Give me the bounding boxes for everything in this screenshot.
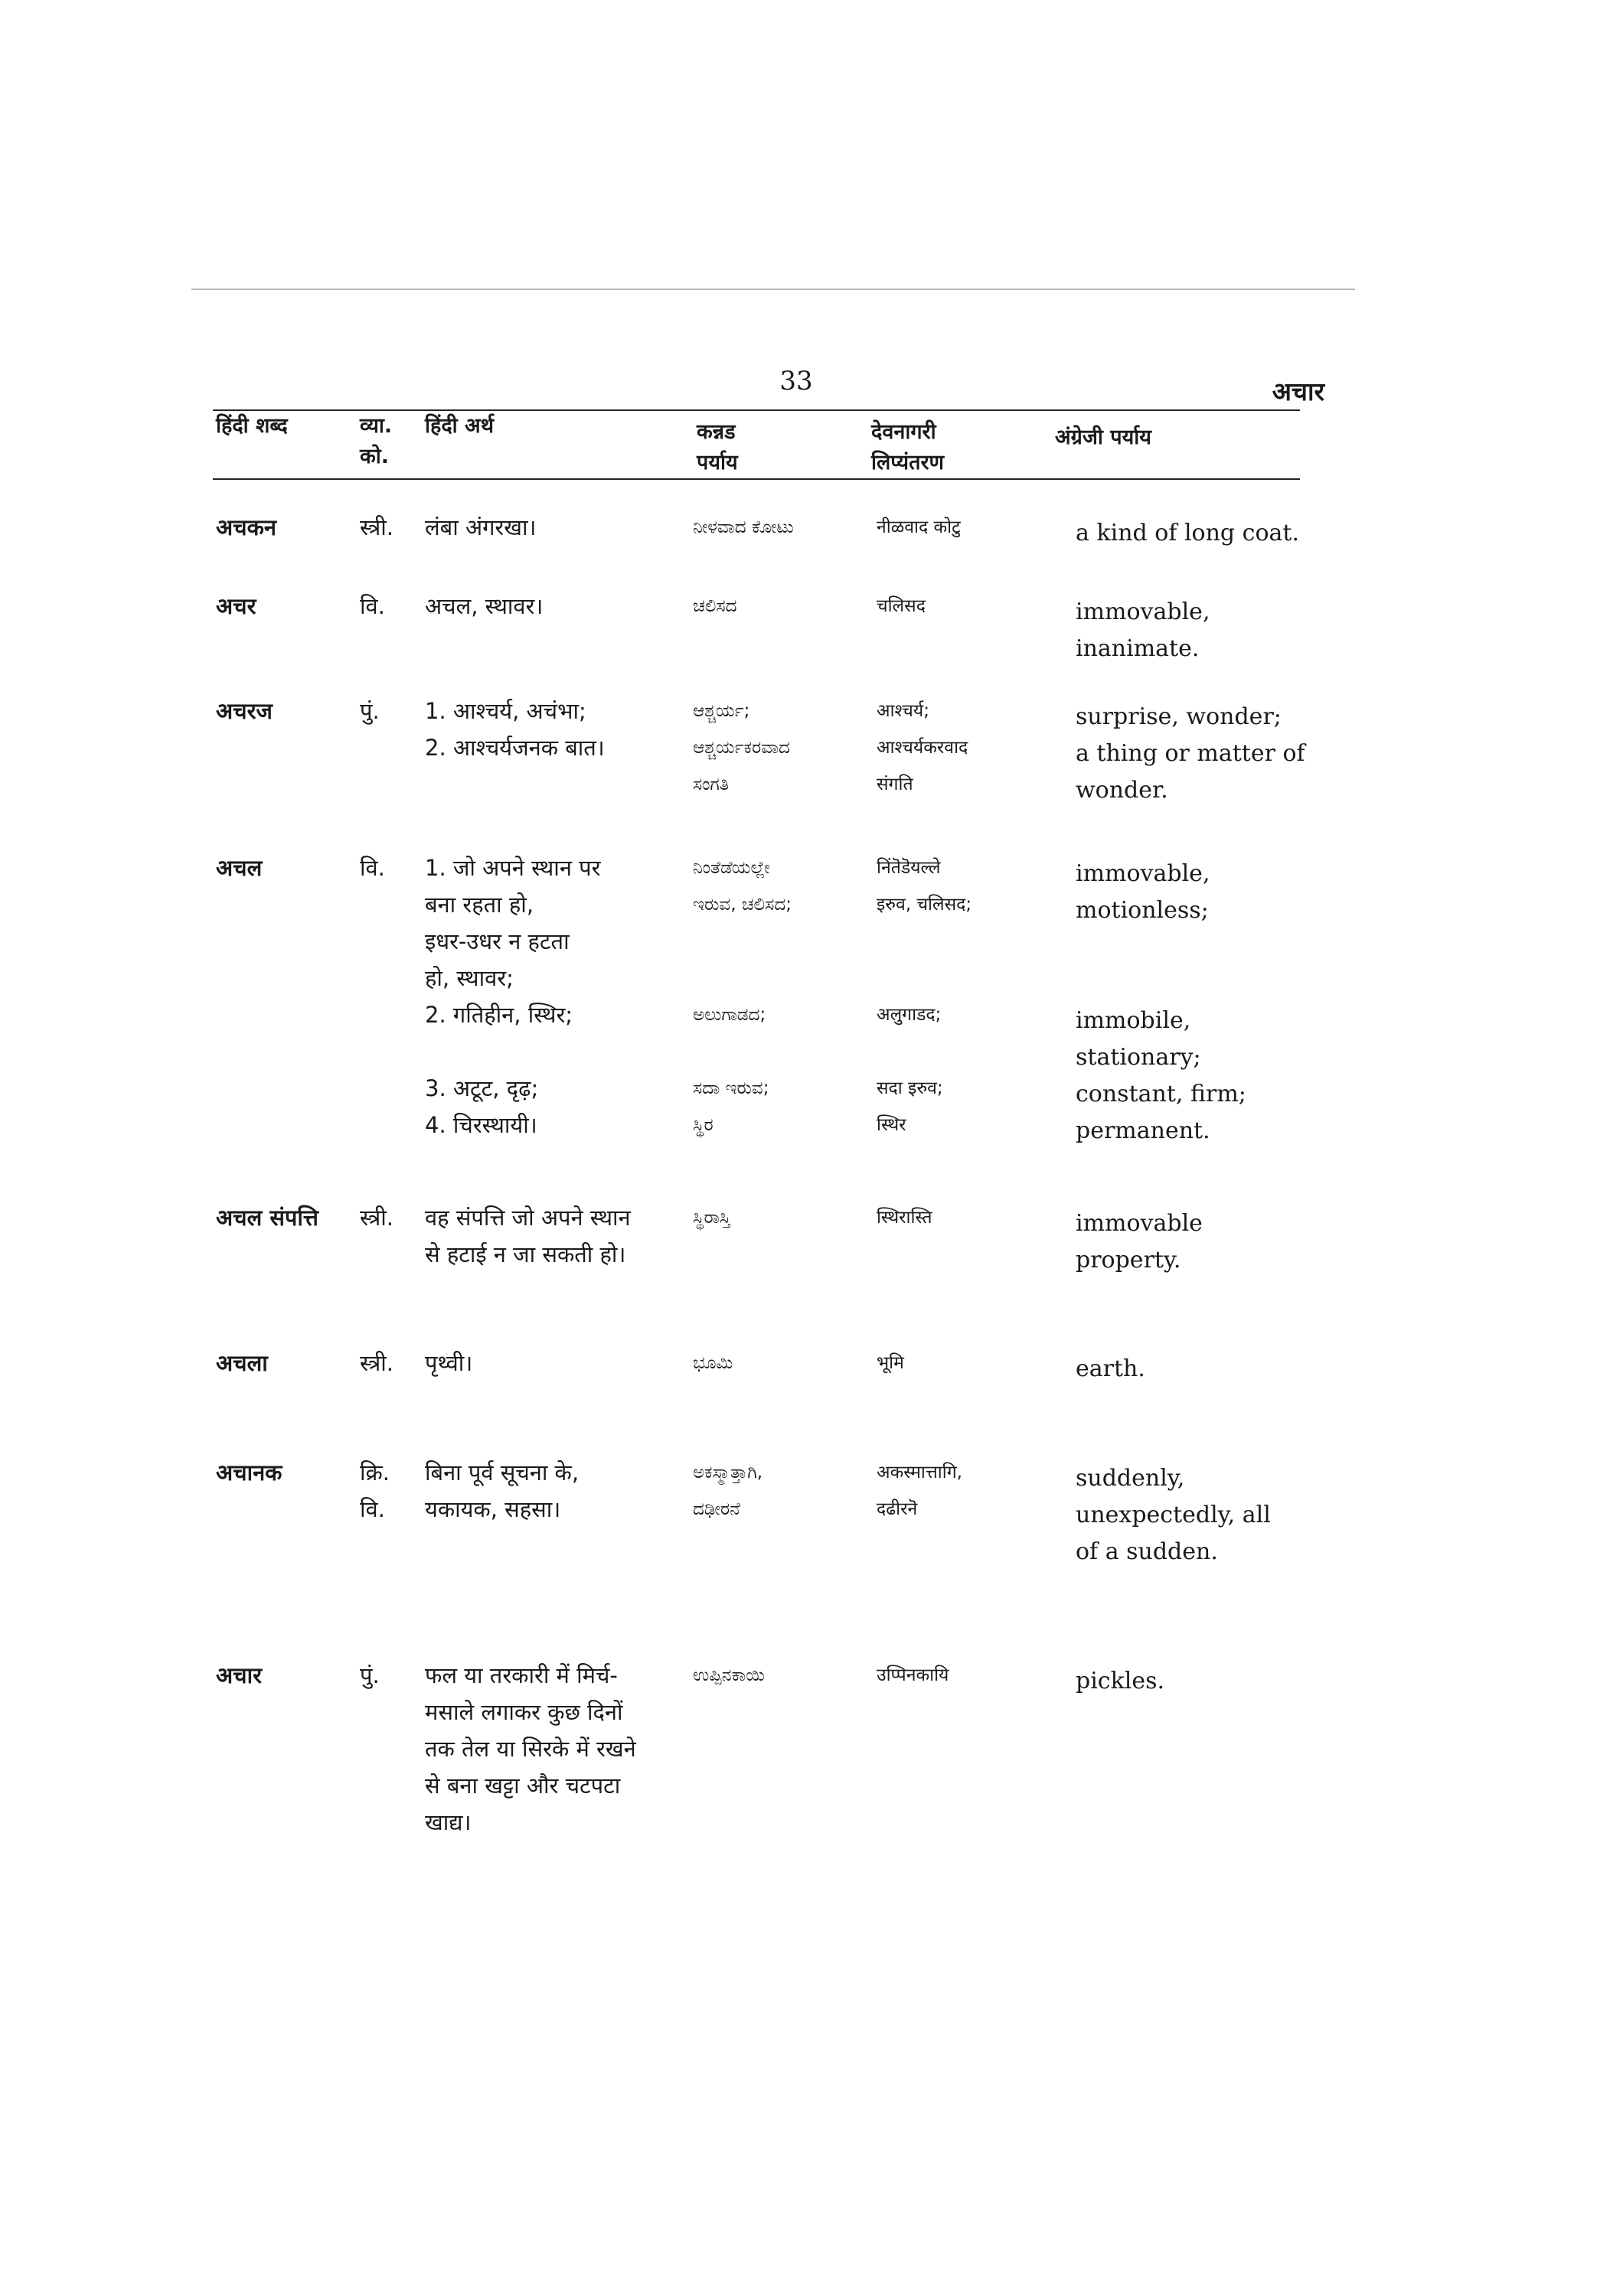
entry-devanagari-transliteration xyxy=(877,693,1049,803)
entry-kannada-equivalent-line: ಆಶ್ಚರ್ಯಕರವಾದ xyxy=(693,738,790,758)
entry-devanagari-transliteration xyxy=(877,1657,1049,1694)
entry-hindi-meaning-line: खाद्य। xyxy=(425,1809,472,1835)
entry-english-equivalent-line: constant, firm; xyxy=(1076,1081,1246,1107)
entry-grammar-line: वि. xyxy=(360,1496,385,1522)
entry-hindi-meaning xyxy=(425,693,685,766)
entry-hindi-meaning-line: बना रहता हो, xyxy=(425,892,534,918)
entry-hindi-meaning xyxy=(425,1345,685,1381)
entry-devanagari-transliteration xyxy=(877,588,1049,625)
entry-hindi-meaning-line: बिना पूर्व सूचना के, xyxy=(425,1459,580,1486)
column-header-hindi-meaning: हिंदी अर्थ xyxy=(425,414,494,438)
entry-english-equivalent-line: surprise, wonder; xyxy=(1076,703,1282,730)
entry-word: अचरज xyxy=(216,698,273,724)
entry-devanagari-transliteration-line: आश्चर्यकरवाद xyxy=(877,738,968,758)
entry-kannada-equivalent xyxy=(693,1345,869,1381)
header-bottom-rule xyxy=(213,478,1300,480)
entry-hindi-meaning xyxy=(425,1199,685,1273)
entry-english-equivalent-line: a thing or matter of xyxy=(1076,740,1305,767)
entry-grammar-line: स्त्री. xyxy=(360,514,394,540)
entry-grammar xyxy=(360,693,413,729)
entry-hindi-meaning-line xyxy=(425,1033,685,1070)
entry-english-equivalent-line: pickles. xyxy=(1076,1668,1165,1694)
entry-english-equivalent-line: permanent. xyxy=(1076,1117,1210,1144)
entry-hindi-meaning-line: मसाले लगाकर कुछ दिनों xyxy=(425,1699,623,1725)
entry-hindi-meaning-line: अचल, स्थावर। xyxy=(425,593,544,619)
entry-word: अचला xyxy=(216,1350,268,1376)
entry-hindi-meaning-line: पृथ्वी। xyxy=(425,1350,473,1376)
entry-english-equivalent xyxy=(1076,1460,1336,1570)
entry-english-equivalent-line: a kind of long coat. xyxy=(1076,520,1300,546)
entry-kannada-equivalent-line: ಅಲುಗಾಡದ; xyxy=(693,1005,766,1025)
entry-grammar-line: पुं. xyxy=(360,698,380,724)
entry-devanagari-transliteration-line: सदा इरुव; xyxy=(877,1078,943,1098)
entry-hindi-meaning xyxy=(425,850,685,1143)
entry-hindi-meaning-line: यकायक, सहसा। xyxy=(425,1496,561,1522)
entry-devanagari-transliteration xyxy=(877,1454,1049,1528)
entry-kannada-equivalent-line xyxy=(693,960,869,996)
entry-hindi-meaning-line: 3. अटूट, दृढ़; xyxy=(425,1075,539,1101)
entry-hindi-meaning-line: इधर-उधर न हटता xyxy=(425,928,570,954)
entry-kannada-equivalent-line: ಸಂಗತಿ xyxy=(693,775,730,794)
entry-grammar xyxy=(360,1199,413,1236)
entry-kannada-equivalent xyxy=(693,509,869,546)
entry-kannada-equivalent xyxy=(693,1454,869,1528)
entry-devanagari-transliteration-line: नीळवाद कोटु xyxy=(877,517,961,537)
entry-kannada-equivalent-line xyxy=(693,923,869,960)
column-header-english: अंग्रेजी पर्याय xyxy=(1055,426,1151,449)
entry-english-equivalent xyxy=(1076,515,1336,552)
entry-kannada-equivalent-line: ಇರುವ, ಚಲಿಸದ; xyxy=(693,895,792,915)
entry-word: अचकन xyxy=(216,514,276,540)
entry-english-equivalent-line: inanimate. xyxy=(1076,635,1200,662)
column-header-devanagari: देवनागरी लिप्यंतरण xyxy=(871,420,945,475)
entry-english-equivalent-line: unexpectedly, all xyxy=(1076,1502,1271,1528)
page-number: 33 xyxy=(779,366,813,396)
entry-english-equivalent-line: immovable xyxy=(1076,1210,1203,1237)
entry-devanagari-transliteration-line: उप्पिनकायि xyxy=(877,1665,949,1685)
entry-hindi-meaning-line: 2. आश्चर्यजनक बात। xyxy=(425,735,605,761)
entry-kannada-equivalent-line: ದಢೀರನೆ xyxy=(693,1499,740,1519)
entry-grammar xyxy=(360,850,413,886)
running-head-word: अचार xyxy=(1272,377,1324,406)
entry-english-equivalent-line: earth. xyxy=(1076,1355,1145,1382)
entry-devanagari-transliteration-line xyxy=(877,923,1049,960)
entry-devanagari-transliteration-line: स्थिर xyxy=(877,1115,906,1135)
entry-hindi-meaning-line: 1. आश्चर्य, अचंभा; xyxy=(425,698,586,724)
entry-devanagari-transliteration xyxy=(877,1345,1049,1381)
entry-kannada-equivalent-line: ಸದಾ ಇರುವ; xyxy=(693,1078,769,1098)
entry-word: अचल संपत्ति xyxy=(216,1205,318,1231)
entry-hindi-meaning-line: 2. गतिहीन, स्थिर; xyxy=(425,1002,573,1028)
entry-english-equivalent xyxy=(1076,1351,1336,1388)
entry-kannada-equivalent-line: ಉಪ್ಪಿನಕಾಯಿ xyxy=(693,1665,765,1685)
entry-grammar-line: स्त्री. xyxy=(360,1205,394,1231)
entry-grammar-line: स्त्री. xyxy=(360,1350,394,1376)
entry-hindi-meaning xyxy=(425,509,685,546)
entry-kannada-equivalent xyxy=(693,850,869,1143)
entry-english-equivalent xyxy=(1076,699,1336,809)
entry-hindi-meaning xyxy=(425,1454,685,1528)
entry-kannada-equivalent-line: ಆಶ್ಚರ್ಯ; xyxy=(693,701,750,721)
entry-devanagari-transliteration-line: संगति xyxy=(877,775,913,794)
entry-english-equivalent-line: immovable, xyxy=(1076,598,1210,625)
column-header-grammar: व्या. को. xyxy=(360,414,393,468)
entry-hindi-meaning-line: से बना खट्टा और चटपटा xyxy=(425,1773,621,1799)
entry-grammar xyxy=(360,1454,413,1528)
entry-english-equivalent-line: immovable, xyxy=(1076,860,1210,887)
entry-kannada-equivalent-line: ಅಕಸ್ಮಾತ್ತಾಗಿ, xyxy=(693,1463,763,1482)
entry-english-equivalent-line: wonder. xyxy=(1076,777,1168,804)
entry-hindi-meaning-line: लंबा अंगरखा। xyxy=(425,514,537,540)
entry-word: अचार xyxy=(216,1662,262,1688)
entry-word: अचानक xyxy=(216,1459,282,1486)
entry-english-equivalent xyxy=(1076,594,1336,667)
entry-kannada-equivalent-line: ನಿಂತೆಡೆಯಲ್ಲೇ xyxy=(693,858,770,878)
entry-hindi-meaning-line: 1. जो अपने स्थान पर xyxy=(425,855,601,881)
entry-devanagari-transliteration-line: निंतॆडॆयल्ले xyxy=(877,858,941,878)
entry-kannada-equivalent-line: ಸ್ಥಿರ xyxy=(693,1115,714,1135)
entry-kannada-equivalent xyxy=(693,693,869,803)
entry-kannada-equivalent xyxy=(693,1657,869,1694)
entry-grammar-line: वि. xyxy=(360,855,385,881)
entry-english-equivalent-line xyxy=(1076,966,1336,1003)
entry-devanagari-transliteration xyxy=(877,1199,1049,1236)
entry-devanagari-transliteration-line: आश्चर्य; xyxy=(877,701,929,721)
entry-devanagari-transliteration xyxy=(877,850,1049,1143)
entry-word: अचर xyxy=(216,593,256,619)
entry-devanagari-transliteration-line xyxy=(877,1033,1049,1070)
entry-kannada-equivalent xyxy=(693,588,869,625)
top-rule xyxy=(191,289,1355,290)
entry-hindi-meaning-line: वह संपत्ति जो अपने स्थान xyxy=(425,1205,631,1231)
entry-english-equivalent-line: property. xyxy=(1076,1247,1181,1274)
entry-devanagari-transliteration-line: दढीरनॆ xyxy=(877,1499,918,1519)
column-header-hindi-word: हिंदी शब्द xyxy=(216,414,288,438)
entry-devanagari-transliteration-line: अलुगाडद; xyxy=(877,1005,942,1025)
entry-grammar-line: वि. xyxy=(360,593,385,619)
entry-devanagari-transliteration xyxy=(877,509,1049,546)
entry-word: अचल xyxy=(216,855,263,881)
entry-hindi-meaning xyxy=(425,588,685,625)
entry-hindi-meaning-line: से हटाई न जा सकती हो। xyxy=(425,1241,626,1267)
entry-english-equivalent-line xyxy=(1076,929,1336,966)
entry-devanagari-transliteration-line: इरुव, चलिसद; xyxy=(877,895,972,915)
entry-english-equivalent-line: immobile, xyxy=(1076,1007,1191,1034)
entry-hindi-meaning-line: हो, स्थावर; xyxy=(425,965,514,991)
entry-devanagari-transliteration-line: स्थिरास्ति xyxy=(877,1208,932,1228)
entry-devanagari-transliteration-line: चलिसद xyxy=(877,596,926,616)
entry-english-equivalent-line: motionless; xyxy=(1076,897,1209,924)
entry-devanagari-transliteration-line: अकस्मात्तागि, xyxy=(877,1463,962,1482)
entry-kannada-equivalent-line xyxy=(693,1033,869,1070)
entry-grammar-line: क्रि. xyxy=(360,1459,390,1486)
entry-grammar-line: पुं. xyxy=(360,1662,380,1688)
entry-grammar xyxy=(360,1657,413,1694)
entry-hindi-meaning-line: तक तेल या सिरके में रखने xyxy=(425,1736,636,1762)
entry-hindi-meaning-line: 4. चिरस्थायी। xyxy=(425,1112,537,1138)
entry-grammar xyxy=(360,588,413,625)
entry-kannada-equivalent-line: ಚಲಿಸದ xyxy=(693,596,737,616)
entry-grammar xyxy=(360,509,413,546)
entry-hindi-meaning xyxy=(425,1657,685,1841)
entry-kannada-equivalent-line: ನೀಳವಾದ ಕೋಟು xyxy=(693,517,794,537)
entry-kannada-equivalent-line: ಸ್ಥಿರಾಸ್ತಿ xyxy=(693,1208,730,1228)
entry-kannada-equivalent xyxy=(693,1199,869,1236)
entry-hindi-meaning-line: फल या तरकारी में मिर्च- xyxy=(425,1662,618,1688)
entry-english-equivalent-line: suddenly, xyxy=(1076,1465,1185,1492)
entry-devanagari-transliteration-line: भूमि xyxy=(877,1353,904,1373)
entry-english-equivalent xyxy=(1076,856,1336,1150)
entry-devanagari-transliteration-line xyxy=(877,960,1049,996)
column-header-kannada: कन्नड पर्याय xyxy=(697,420,738,475)
entry-english-equivalent xyxy=(1076,1663,1336,1700)
entry-grammar xyxy=(360,1345,413,1381)
entry-english-equivalent-line: of a sudden. xyxy=(1076,1538,1218,1565)
entry-english-equivalent-line: stationary; xyxy=(1076,1044,1201,1071)
entry-kannada-equivalent-line: ಭೂಮಿ xyxy=(693,1353,733,1373)
entry-english-equivalent xyxy=(1076,1205,1336,1279)
